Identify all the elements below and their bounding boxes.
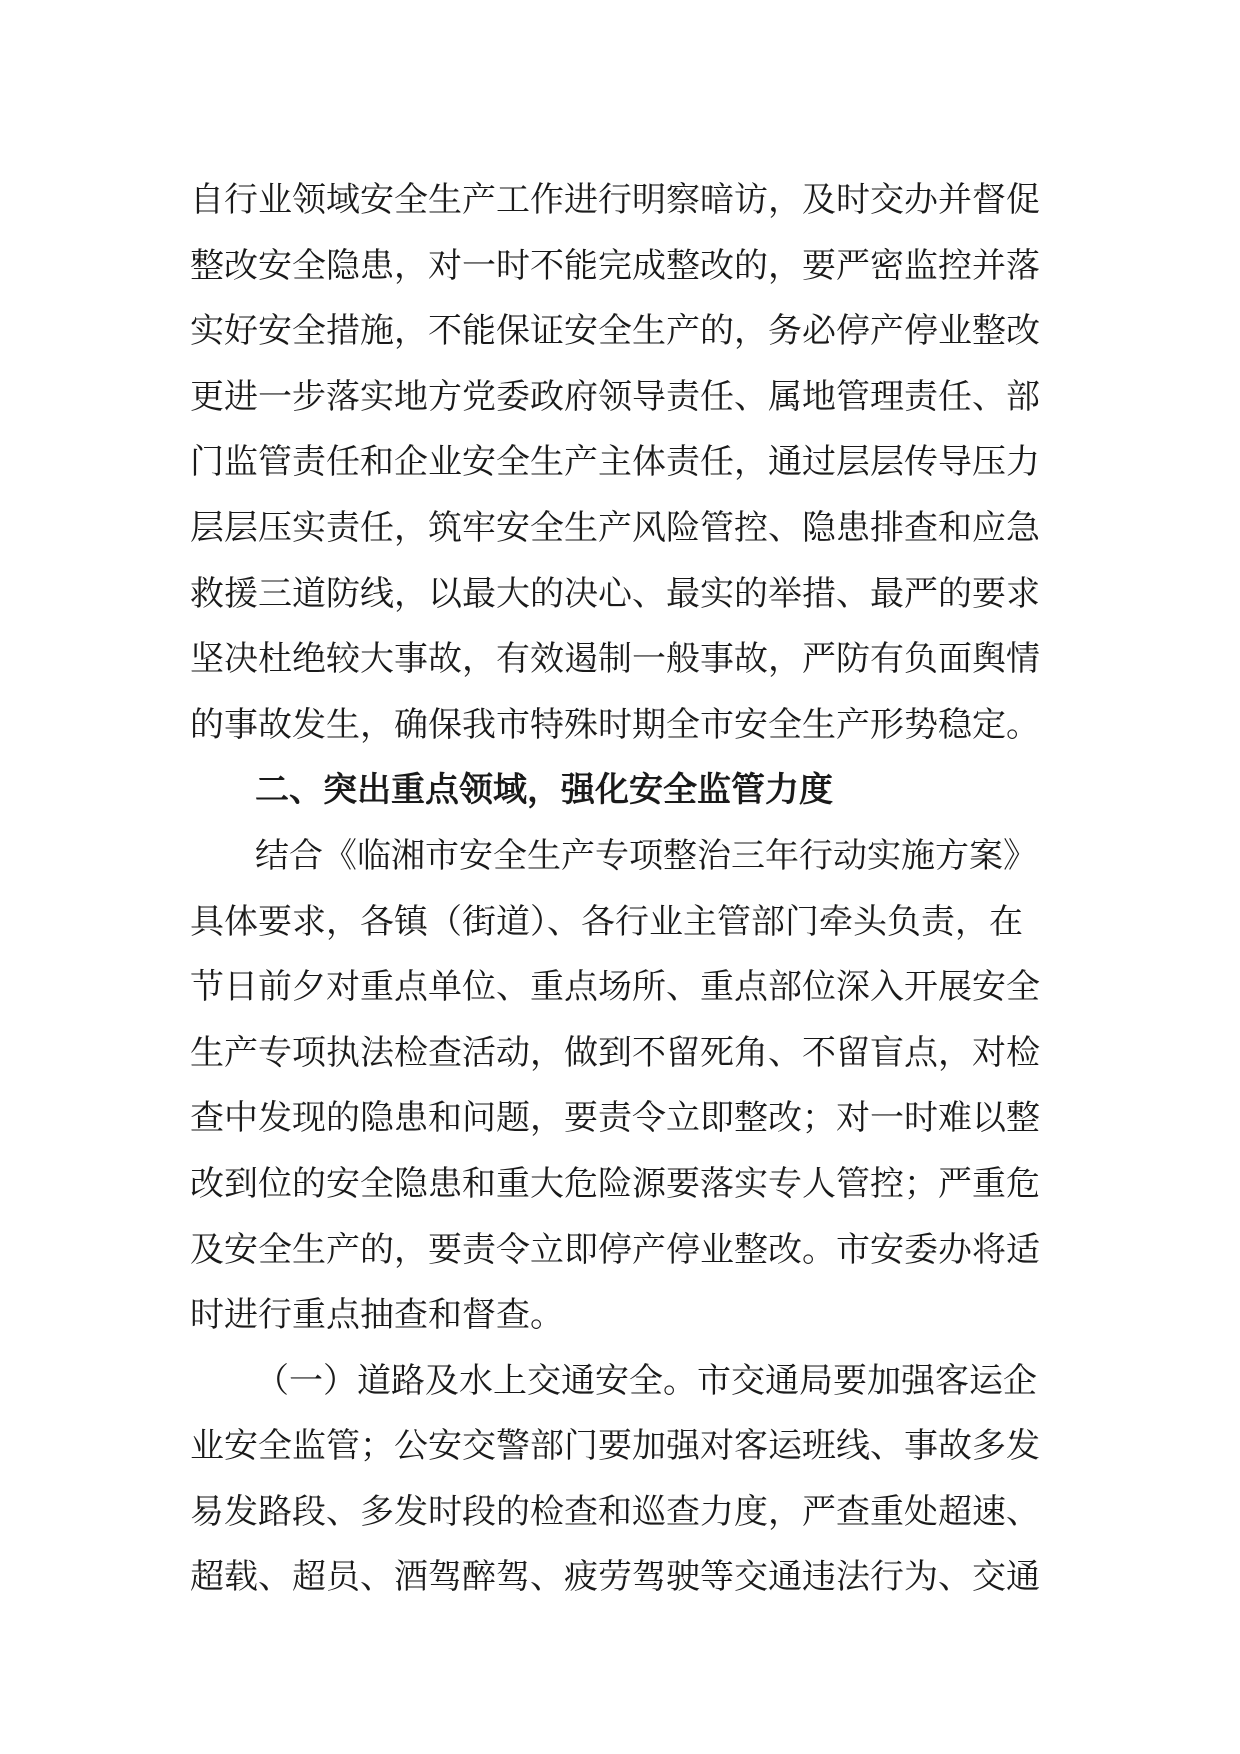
paragraph-line: 门监管责任和企业安全生产主体责任，通过层层传导压力	[190, 442, 1040, 483]
paragraph-line: 层层压实责任，筑牢安全生产风险管控、隐患排查和应急	[190, 507, 1040, 548]
paragraph-line: 业安全监管；公安交警部门要加强对客运班线、事故多发	[190, 1426, 1040, 1467]
paragraph-line: 易发路段、多发时段的检查和巡查力度，严查重处超速、	[190, 1491, 1040, 1532]
paragraph-line: （一）道路及水上交通安全。市交通局要加强客运企	[255, 1360, 1037, 1401]
paragraph-line: 更进一步落实地方党委政府领导责任、属地管理责任、部	[190, 376, 1040, 417]
paragraph-line: 的事故发生，确保我市特殊时期全市安全生产形势稳定。	[190, 704, 1040, 745]
paragraph-line: 超载、超员、酒驾醉驾、疲劳驾驶等交通违法行为、交通	[190, 1557, 1040, 1598]
section-heading: 二、突出重点领域，强化安全监管力度	[255, 770, 833, 811]
paragraph-line: 及安全生产的，要责令立即停产停业整改。市安委办将适	[190, 1229, 1040, 1270]
paragraph-line: 坚决杜绝较大事故，有效遏制一般事故，严防有负面舆情	[190, 639, 1040, 680]
paragraph-line: 具体要求，各镇（街道）、各行业主管部门牵头负责，在	[190, 901, 1023, 942]
paragraph-line: 整改安全隐患，对一时不能完成整改的，要严密监控并落	[190, 245, 1040, 286]
paragraph-line: 自行业领域安全生产工作进行明察暗访，及时交办并督促	[190, 180, 1040, 220]
paragraph-line: 实好安全措施，不能保证安全生产的，务必停产停业整改	[190, 311, 1040, 352]
paragraph-line: 节日前夕对重点单位、重点场所、重点部位深入开展安全	[190, 967, 1040, 1008]
paragraph-line: 改到位的安全隐患和重大危险源要落实专人管控；严重危	[190, 1163, 1040, 1204]
paragraph-line: 生产专项执法检查活动，做到不留死角、不留盲点，对检	[190, 1032, 1040, 1073]
paragraph-line: 救援三道防线，以最大的决心、最实的举措、最严的要求	[190, 573, 1040, 614]
paragraph-line: 结合《临湘市安全生产专项整治三年行动实施方案》	[255, 835, 1037, 876]
paragraph-line: 时进行重点抽查和督查。	[190, 1295, 564, 1336]
document-body	[190, 168, 1060, 1611]
paragraph-line: 查中发现的隐患和问题，要责令立即整改；对一时难以整	[190, 1098, 1040, 1139]
